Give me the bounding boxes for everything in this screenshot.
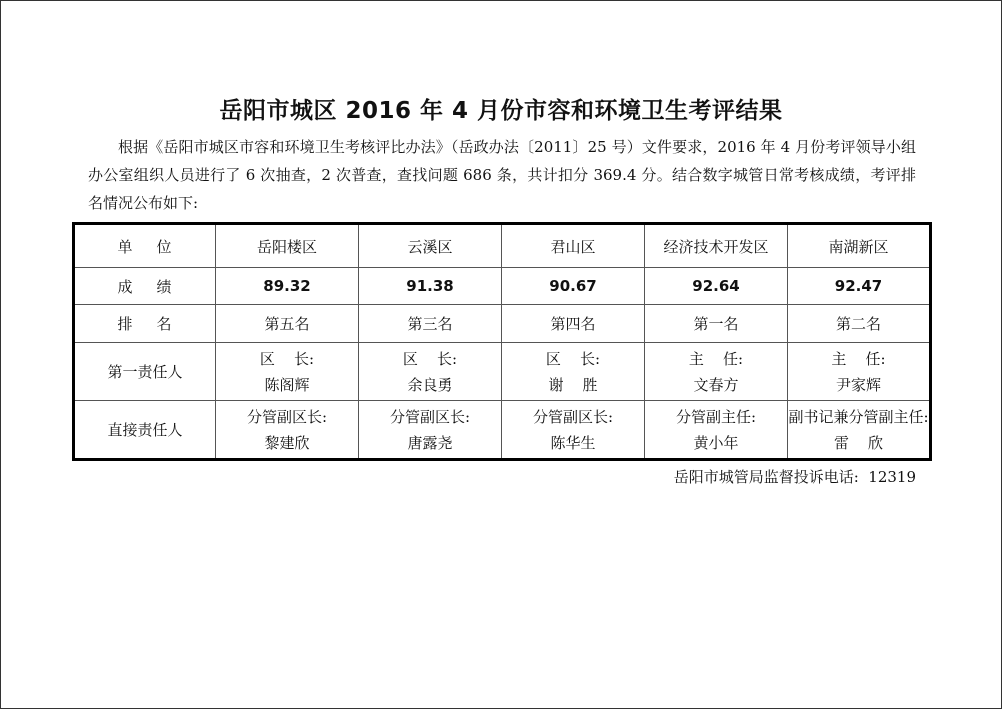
first-responsible-cell (645, 343, 788, 401)
direct-responsible-cell (645, 401, 788, 460)
first-responsible-name: 文春方 (693, 375, 739, 394)
first-responsible-cell (788, 343, 931, 401)
table-row-rank (74, 305, 931, 343)
first-responsible-title: 主 任: (688, 349, 744, 368)
first-responsible-title: 区 长: (402, 349, 458, 368)
district-score: 92.47 (788, 268, 931, 305)
district-rank: 第二名 (788, 305, 931, 343)
district-name: 岳阳楼区 (216, 224, 359, 268)
direct-responsible-title: 分管副区长: (389, 407, 471, 426)
district-name: 南湖新区 (788, 224, 931, 268)
district-rank: 第四名 (502, 305, 645, 343)
district-name: 君山区 (502, 224, 645, 268)
document-title: 岳阳市城区 2016 年 4 月份市容和环境卫生考评结果 (219, 98, 783, 124)
direct-responsible-title: 分管副区长: (246, 407, 328, 426)
row-label-unit: 单 位 (74, 224, 216, 268)
first-responsible-title: 区 长: (259, 349, 315, 368)
direct-responsible-name: 陈华生 (550, 433, 596, 452)
first-responsible-cell (502, 343, 645, 401)
district-score: 92.64 (645, 268, 788, 305)
first-responsible-name: 尹家辉 (835, 375, 881, 394)
first-responsible-name: 谢 胜 (548, 375, 598, 394)
direct-responsible-title: 分管副主任: (675, 407, 757, 426)
direct-responsible-name: 黎建欣 (264, 433, 310, 452)
row-label-rank: 排 名 (74, 305, 216, 343)
first-responsible-title: 主 任: (831, 349, 886, 368)
district-rank: 第五名 (216, 305, 359, 343)
direct-responsible-title: 分管副区长: (532, 407, 614, 426)
direct-responsible-name: 黄小年 (693, 433, 739, 452)
row-label-direct-responsible: 直接责任人 (74, 401, 216, 460)
first-responsible-name: 余良勇 (407, 375, 453, 394)
first-responsible-title: 区 长: (545, 349, 601, 368)
table-row-direct-responsible (74, 401, 931, 460)
direct-responsible-cell (788, 401, 931, 460)
row-label-score: 成 绩 (74, 268, 216, 305)
direct-responsible-cell (502, 401, 645, 460)
results-table (72, 222, 932, 461)
district-rank: 第一名 (645, 305, 788, 343)
direct-responsible-name: 唐露尧 (407, 433, 453, 452)
complaint-hotline: 岳阳市城管局监督投诉电话: 12319 (673, 468, 916, 486)
table-row-unit (74, 224, 931, 268)
row-label-first-responsible: 第一责任人 (74, 343, 216, 401)
district-score: 90.67 (502, 268, 645, 305)
direct-responsible-cell (359, 401, 502, 460)
first-responsible-cell (359, 343, 502, 401)
first-responsible-cell (216, 343, 359, 401)
district-name: 云溪区 (359, 224, 502, 268)
intro-paragraph: 根据《岳阳市城区市容和环境卫生考核评比办法》（岳政办法〔2011〕25 号）文件要求，2016 年 4 月份考评领导小组办公室组织人员进行了 6 次抽查，2 次普查，查找问题 686 条，共计扣分 369.4 分。结合数字城管日常考核成绩，考评排名情况公布如下: (88, 138, 916, 212)
table-row-first-responsible (74, 343, 931, 401)
district-score: 89.32 (216, 268, 359, 305)
first-responsible-name: 陈阁辉 (264, 375, 310, 394)
district-rank: 第三名 (359, 305, 502, 343)
direct-responsible-name: 雷 欣 (833, 433, 884, 452)
district-name: 经济技术开发区 (645, 224, 788, 268)
direct-responsible-cell (216, 401, 359, 460)
district-score: 91.38 (359, 268, 502, 305)
table-row-score (74, 268, 931, 305)
direct-responsible-title: 副书记兼分管副主任: (788, 407, 929, 426)
